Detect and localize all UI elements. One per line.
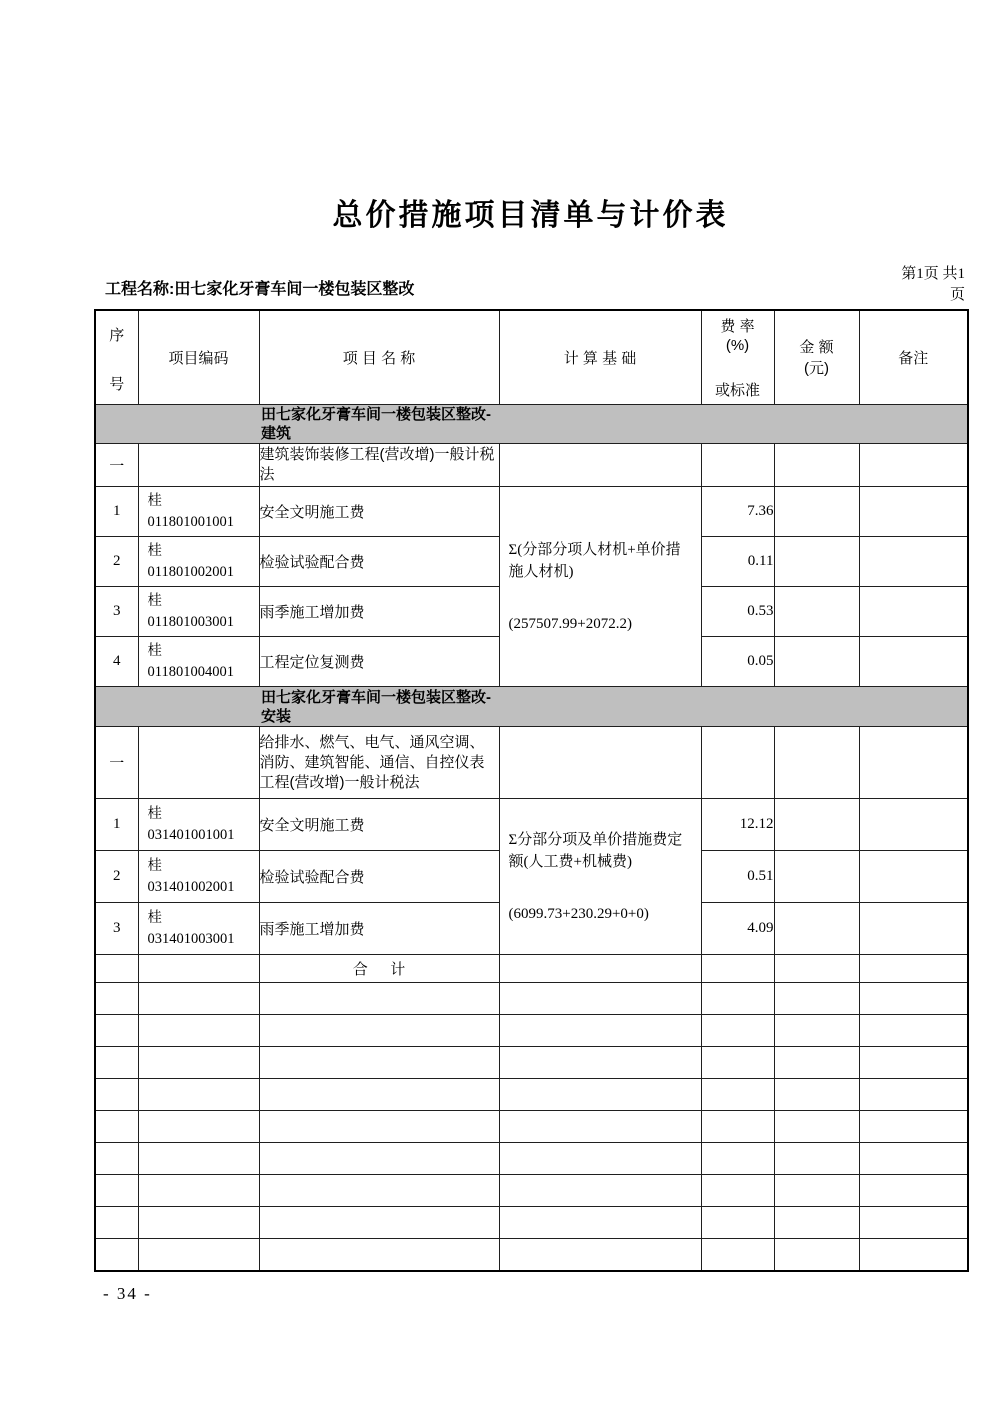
row-name: 安全文明施工费 <box>259 487 499 537</box>
row-seq: 2 <box>95 851 138 903</box>
empty-cell <box>701 1111 774 1143</box>
row-name: 雨季施工增加费 <box>259 903 499 955</box>
row-rate: 7.36 <box>701 487 774 537</box>
meta-row <box>94 264 967 306</box>
empty-cell <box>95 983 138 1015</box>
header-name: 项 目 名 称 <box>259 310 499 405</box>
row-code <box>138 487 259 537</box>
row-amount <box>774 799 859 851</box>
row-code-prefix: 桂 <box>147 805 162 822</box>
calc-basis-value: (257507.99+2072.2) <box>508 615 632 632</box>
category-name: 建筑装饰装修工程(营改增)一般计税法 <box>259 444 499 487</box>
empty-cell <box>499 1047 701 1079</box>
row-rate: 0.05 <box>701 637 774 687</box>
row-seq: 3 <box>95 903 138 955</box>
empty-cell <box>499 1143 701 1175</box>
row-code-prefix: 桂 <box>147 642 162 659</box>
category-name: 给排水、燃气、电气、通风空调、消防、建筑智能、通信、自控仪表工程(营改增)一般计税法 <box>259 727 499 799</box>
empty-cell <box>95 1239 138 1271</box>
row-code-prefix: 桂 <box>147 592 162 609</box>
row-code-number: 011801002001 <box>147 563 234 580</box>
calc-basis-cell <box>499 799 701 955</box>
row-rate: 0.53 <box>701 587 774 637</box>
row-seq: 3 <box>95 587 138 637</box>
row-name: 工程定位复测费 <box>259 637 499 687</box>
table-row <box>95 799 968 851</box>
section-header-cell <box>95 687 968 727</box>
project-name-label: 工程名称:田七家化牙膏车间一楼包装区整改 <box>105 281 415 298</box>
category-row <box>95 444 968 487</box>
row-code-number: 011801003001 <box>147 613 234 630</box>
empty-cell <box>499 1015 701 1047</box>
row-amount <box>774 537 859 587</box>
empty-cell <box>859 1079 968 1111</box>
empty-cell <box>859 1207 968 1239</box>
empty-table-row <box>95 1175 968 1207</box>
empty-cell <box>499 1111 701 1143</box>
calc-basis-formula: Σ(分部分项人材机+单价措施人材机) <box>508 541 681 580</box>
empty-cell <box>774 1079 859 1111</box>
total-label: 合 计 <box>259 955 499 983</box>
empty-cell <box>774 1047 859 1079</box>
empty-cell <box>95 1207 138 1239</box>
row-remark <box>859 487 968 537</box>
empty-cell <box>95 1015 138 1047</box>
empty-table-row <box>95 983 968 1015</box>
row-remark <box>859 903 968 955</box>
header-rate-line3: 或标准 <box>714 382 760 399</box>
row-code <box>138 851 259 903</box>
empty-cell <box>138 1175 259 1207</box>
row-remark <box>859 851 968 903</box>
empty-table-row <box>95 1079 968 1111</box>
header-amount <box>774 310 859 405</box>
empty-cell <box>774 983 859 1015</box>
row-code <box>138 637 259 687</box>
empty-cell <box>138 1079 259 1111</box>
row-name: 雨季施工增加费 <box>259 587 499 637</box>
empty-cell <box>138 955 259 983</box>
empty-cell <box>138 1111 259 1143</box>
empty-cell <box>859 1111 968 1143</box>
header-seq <box>95 310 138 405</box>
empty-cell <box>859 1175 968 1207</box>
row-name: 检验试验配合费 <box>259 537 499 587</box>
row-code-number: 031401001001 <box>147 826 235 843</box>
row-code-prefix: 桂 <box>147 492 162 509</box>
header-seq-top: 序 <box>109 327 125 344</box>
header-seq-bottom: 号 <box>109 376 125 393</box>
row-remark <box>859 799 968 851</box>
empty-cell <box>138 1239 259 1271</box>
empty-cell <box>499 1207 701 1239</box>
row-amount <box>774 637 859 687</box>
empty-cell <box>259 1111 499 1143</box>
empty-cell <box>859 983 968 1015</box>
empty-cell <box>499 444 701 487</box>
row-code-prefix: 桂 <box>147 909 162 926</box>
header-rate <box>701 310 774 405</box>
empty-cell <box>859 1143 968 1175</box>
empty-cell <box>259 1175 499 1207</box>
header-remark: 备注 <box>859 310 968 405</box>
empty-cell <box>138 727 259 799</box>
page-indicator <box>901 264 967 306</box>
total-amount-cell <box>774 955 859 983</box>
empty-cell <box>701 983 774 1015</box>
empty-cell <box>774 1207 859 1239</box>
empty-cell <box>259 1047 499 1079</box>
empty-cell <box>701 1175 774 1207</box>
header-amount-line1: 金 额 <box>799 338 834 356</box>
total-rate-cell <box>701 955 774 983</box>
header-basis: 计 算 基 础 <box>499 310 701 405</box>
section-title: 田七家化牙膏车间一楼包装区整改-安装 <box>261 688 491 725</box>
section-header-cell <box>95 405 968 444</box>
empty-table-row <box>95 1239 968 1271</box>
row-remark <box>859 587 968 637</box>
empty-cell <box>499 983 701 1015</box>
empty-cell <box>138 444 259 487</box>
row-amount <box>774 487 859 537</box>
header-code: 项目编码 <box>138 310 259 405</box>
empty-cell <box>701 1143 774 1175</box>
empty-cell <box>259 1079 499 1111</box>
table-header <box>95 310 968 405</box>
empty-cell <box>774 1015 859 1047</box>
empty-cell <box>774 727 859 799</box>
row-amount <box>774 851 859 903</box>
header-rate-line1: 费 率 <box>720 318 755 335</box>
empty-cell <box>859 955 968 983</box>
row-name: 安全文明施工费 <box>259 799 499 851</box>
empty-cell <box>859 1015 968 1047</box>
empty-cell <box>774 444 859 487</box>
row-amount <box>774 903 859 955</box>
empty-cell <box>774 1175 859 1207</box>
pricing-table <box>94 309 969 1272</box>
empty-table-row <box>95 1143 968 1175</box>
empty-cell <box>774 1239 859 1271</box>
empty-cell <box>774 1143 859 1175</box>
empty-cell <box>95 1111 138 1143</box>
empty-table-row <box>95 1111 968 1143</box>
empty-cell <box>774 1111 859 1143</box>
empty-cell <box>859 1047 968 1079</box>
row-seq: 1 <box>95 799 138 851</box>
empty-cell <box>701 727 774 799</box>
row-seq: 1 <box>95 487 138 537</box>
row-code <box>138 587 259 637</box>
empty-cell <box>138 1047 259 1079</box>
row-code-number: 031401003001 <box>147 930 235 947</box>
row-remark <box>859 637 968 687</box>
empty-cell <box>499 727 701 799</box>
total-row <box>95 955 968 983</box>
empty-cell <box>259 983 499 1015</box>
row-code-number: 031401002001 <box>147 878 235 895</box>
empty-cell <box>259 1239 499 1271</box>
empty-cell <box>95 1175 138 1207</box>
empty-cell <box>701 1079 774 1111</box>
empty-cell <box>95 955 138 983</box>
category-seq: 一 <box>95 444 138 487</box>
empty-table-row <box>95 1047 968 1079</box>
row-name: 检验试验配合费 <box>259 851 499 903</box>
row-code <box>138 903 259 955</box>
section-header-row-installation <box>95 687 968 727</box>
header-rate-line2: (%) <box>725 337 750 354</box>
empty-cell <box>499 1175 701 1207</box>
row-seq: 2 <box>95 537 138 587</box>
row-remark <box>859 537 968 587</box>
page-title: 总价措施项目清单与计价表 <box>332 199 729 232</box>
header-amount-line2: (元) <box>804 359 829 377</box>
empty-cell <box>138 983 259 1015</box>
row-rate: 0.51 <box>701 851 774 903</box>
page-indicator-line1: 第1页 共1 <box>901 266 965 282</box>
empty-cell <box>701 1015 774 1047</box>
table-row <box>95 487 968 537</box>
page-indicator-line2: 页 <box>949 287 965 303</box>
calc-basis-value: (6099.73+230.29+0+0) <box>508 905 649 922</box>
empty-cell <box>499 1079 701 1111</box>
row-rate: 12.12 <box>701 799 774 851</box>
row-code-prefix: 桂 <box>147 857 162 874</box>
empty-cell <box>701 444 774 487</box>
empty-cell <box>499 955 701 983</box>
empty-cell <box>259 1015 499 1047</box>
empty-cell <box>138 1207 259 1239</box>
section-header-row-construction <box>95 405 968 444</box>
category-row <box>95 727 968 799</box>
empty-cell <box>259 1143 499 1175</box>
empty-cell <box>499 1239 701 1271</box>
empty-cell <box>138 1015 259 1047</box>
row-code <box>138 537 259 587</box>
row-code-number: 011801001001 <box>147 513 234 530</box>
empty-cell <box>701 1239 774 1271</box>
empty-cell <box>701 1047 774 1079</box>
empty-cell <box>95 1047 138 1079</box>
footer-page-number: - 34 - <box>103 1283 152 1303</box>
section-title: 田七家化牙膏车间一楼包装区整改-建筑 <box>261 406 491 442</box>
row-amount <box>774 587 859 637</box>
empty-cell <box>701 1207 774 1239</box>
row-rate: 4.09 <box>701 903 774 955</box>
row-rate: 0.11 <box>701 537 774 587</box>
row-code <box>138 799 259 851</box>
empty-cell <box>259 1207 499 1239</box>
empty-cell <box>95 1143 138 1175</box>
table-header-row <box>95 310 968 405</box>
category-seq: 一 <box>95 727 138 799</box>
row-code-prefix: 桂 <box>147 542 162 559</box>
empty-table-row <box>95 1207 968 1239</box>
row-seq: 4 <box>95 637 138 687</box>
empty-cell <box>138 1143 259 1175</box>
empty-cell <box>859 727 968 799</box>
calc-basis-formula: Σ分部分项及单价措施费定额(人工费+机械费) <box>508 831 683 870</box>
table-body <box>95 405 968 1271</box>
empty-cell <box>859 444 968 487</box>
empty-cell <box>95 1079 138 1111</box>
empty-cell <box>859 1239 968 1271</box>
row-code-number: 011801004001 <box>147 663 234 680</box>
calc-basis-cell <box>499 487 701 687</box>
empty-table-row <box>95 1015 968 1047</box>
